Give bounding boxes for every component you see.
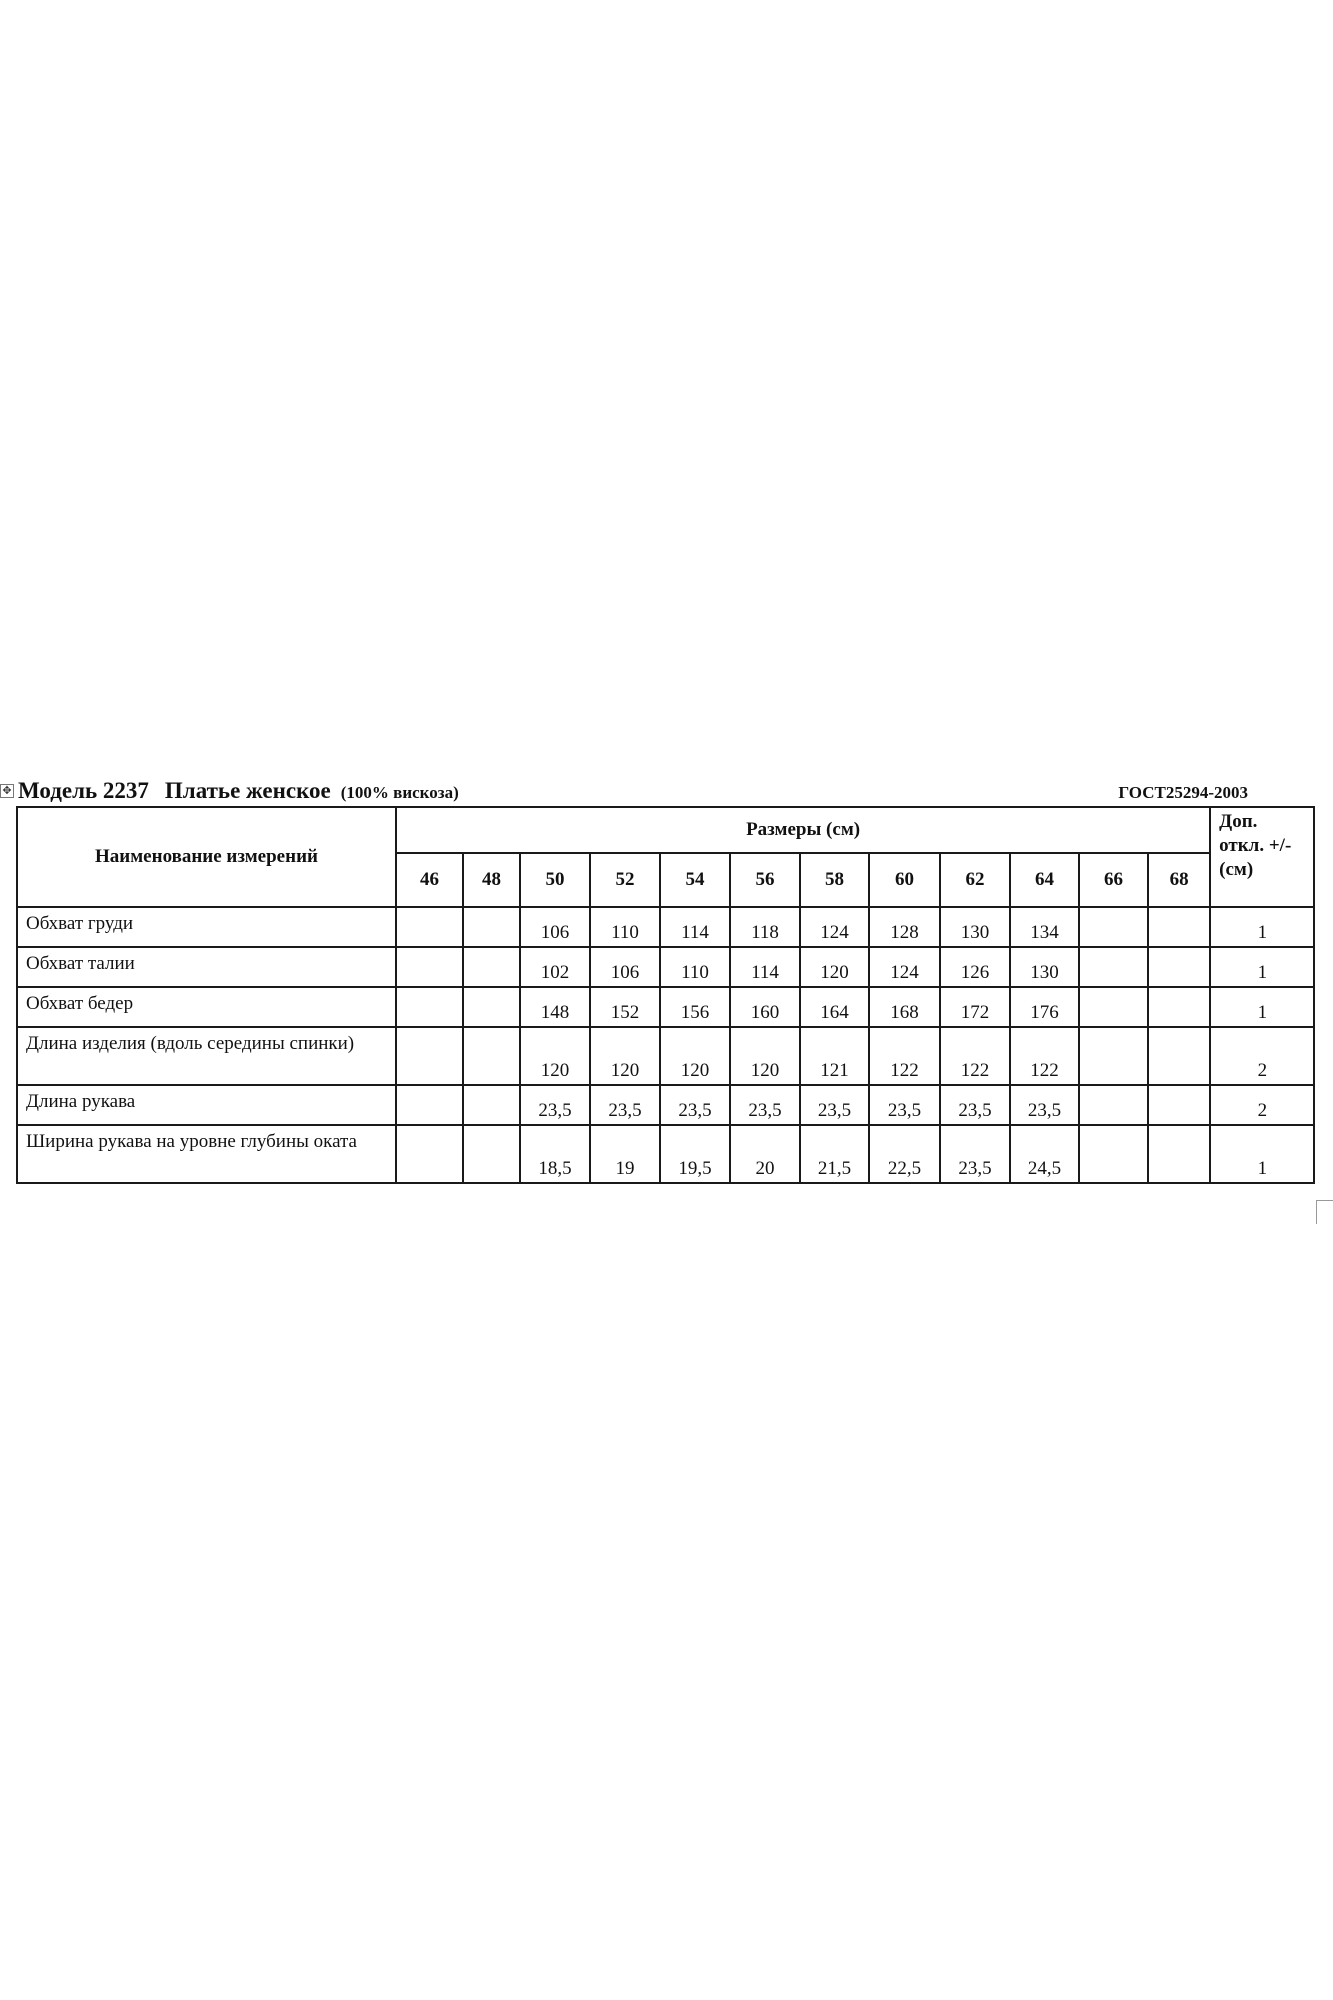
measurement-value	[1148, 1125, 1210, 1183]
measurement-value: 122	[1010, 1027, 1079, 1085]
measurement-value: 130	[1010, 947, 1079, 987]
size-header-cell: 46	[396, 853, 463, 907]
measurement-value: 106	[520, 907, 590, 947]
measurement-value: 148	[520, 987, 590, 1027]
measurement-value: 110	[590, 907, 660, 947]
measurement-value	[396, 947, 463, 987]
document-title	[18, 778, 1248, 808]
measurement-value	[396, 1125, 463, 1183]
size-header-cell: 48	[463, 853, 520, 907]
measurement-value: 106	[590, 947, 660, 987]
measurement-value	[396, 987, 463, 1027]
measurement-value: 172	[940, 987, 1010, 1027]
measurement-value: 121	[800, 1027, 869, 1085]
sizes-header: Размеры (см)	[396, 807, 1210, 853]
measurement-value: 19,5	[660, 1125, 730, 1183]
measurement-value: 160	[730, 987, 800, 1027]
deviation-value: 1	[1210, 987, 1314, 1027]
measurement-value: 22,5	[869, 1125, 940, 1183]
measurement-value: 124	[869, 947, 940, 987]
deviation-value: 1	[1210, 907, 1314, 947]
measurement-value: 120	[660, 1027, 730, 1085]
size-header-cell: 58	[800, 853, 869, 907]
measurement-value	[463, 1027, 520, 1085]
measurement-value: 134	[1010, 907, 1079, 947]
measurement-value: 18,5	[520, 1125, 590, 1183]
measurement-value: 122	[869, 1027, 940, 1085]
table-resize-handle[interactable]	[1316, 1200, 1333, 1224]
measurement-value: 23,5	[660, 1085, 730, 1125]
deviation-value: 2	[1210, 1085, 1314, 1125]
measurement-value: 20	[730, 1125, 800, 1183]
table-header-row	[17, 807, 1314, 853]
measurement-value: 23,5	[590, 1085, 660, 1125]
deviation-header-line: откл. +/-	[1219, 835, 1292, 856]
measurement-value: 120	[800, 947, 869, 987]
table-row	[17, 907, 1314, 947]
measurement-value: 126	[940, 947, 1010, 987]
measurement-value	[1079, 987, 1148, 1027]
measurement-value: 122	[940, 1027, 1010, 1085]
measurement-value	[1148, 907, 1210, 947]
fabric-composition: (100% вискоза)	[340, 783, 459, 802]
size-header-cell: 62	[940, 853, 1010, 907]
measurement-value: 114	[660, 907, 730, 947]
measurement-value	[396, 907, 463, 947]
size-table	[16, 806, 1315, 1184]
measurement-value: 120	[520, 1027, 590, 1085]
measurement-value: 102	[520, 947, 590, 987]
measurement-label: Длина изделия (вдоль середины спинки)	[17, 1027, 396, 1085]
measurement-value: 23,5	[730, 1085, 800, 1125]
measurement-value: 19	[590, 1125, 660, 1183]
size-header-cell: 68	[1148, 853, 1210, 907]
measurement-value	[1148, 1027, 1210, 1085]
measurement-value: 118	[730, 907, 800, 947]
measurement-value	[463, 947, 520, 987]
size-header-cell: 66	[1079, 853, 1148, 907]
measurement-value	[1079, 1027, 1148, 1085]
measurement-value: 23,5	[1010, 1085, 1079, 1125]
measurement-value: 23,5	[800, 1085, 869, 1125]
standard-code: ГОСТ25294-2003	[1118, 783, 1248, 802]
measurement-value	[1079, 1085, 1148, 1125]
measurement-value: 130	[940, 907, 1010, 947]
deviation-header-line: (см)	[1219, 859, 1254, 880]
measurement-value: 176	[1010, 987, 1079, 1027]
measurement-value	[1148, 1085, 1210, 1125]
measurement-value	[463, 987, 520, 1027]
measurement-label: Обхват груди	[17, 907, 396, 947]
measurement-value	[1079, 907, 1148, 947]
measurement-value	[1148, 987, 1210, 1027]
measurement-value: 120	[730, 1027, 800, 1085]
measurement-value: 23,5	[940, 1085, 1010, 1125]
measurement-value: 152	[590, 987, 660, 1027]
measurement-value: 23,5	[940, 1125, 1010, 1183]
table-row	[17, 987, 1314, 1027]
deviation-value: 1	[1210, 1125, 1314, 1183]
measurement-label: Обхват бедер	[17, 987, 396, 1027]
size-header-cell: 64	[1010, 853, 1079, 907]
measurement-value	[396, 1027, 463, 1085]
measurement-value: 120	[590, 1027, 660, 1085]
measurement-value: 110	[660, 947, 730, 987]
size-header-cell: 52	[590, 853, 660, 907]
table-row	[17, 1027, 1314, 1085]
size-header-cell: 56	[730, 853, 800, 907]
measurement-value	[463, 907, 520, 947]
product-name: Платье женское	[164, 778, 331, 803]
deviation-value: 1	[1210, 947, 1314, 987]
measurement-value: 156	[660, 987, 730, 1027]
measurement-value	[396, 1085, 463, 1125]
measurement-value	[463, 1125, 520, 1183]
measurement-label: Обхват талии	[17, 947, 396, 987]
measurement-label: Длина рукава	[17, 1085, 396, 1125]
size-header-cell: 50	[520, 853, 590, 907]
measurement-value: 24,5	[1010, 1125, 1079, 1183]
deviation-header-line: Доп.	[1219, 811, 1258, 832]
model-number: Модель 2237	[18, 778, 149, 803]
measurement-value: 21,5	[800, 1125, 869, 1183]
deviation-header	[1210, 807, 1314, 907]
deviation-value: 2	[1210, 1027, 1314, 1085]
measurement-value: 164	[800, 987, 869, 1027]
measurement-value	[1079, 947, 1148, 987]
measurement-value: 124	[800, 907, 869, 947]
measurement-value: 114	[730, 947, 800, 987]
table-row	[17, 1125, 1314, 1183]
measurement-value: 168	[869, 987, 940, 1027]
size-header-cell: 54	[660, 853, 730, 907]
measurement-value	[1079, 1125, 1148, 1183]
measurement-label: Ширина рукава на уровне глубины оката	[17, 1125, 396, 1183]
measurement-value: 23,5	[520, 1085, 590, 1125]
table-move-handle-icon[interactable]: ✥	[0, 784, 14, 798]
table-row	[17, 947, 1314, 987]
measurement-value	[463, 1085, 520, 1125]
measurement-value	[1148, 947, 1210, 987]
measurement-value: 23,5	[869, 1085, 940, 1125]
measurement-value: 128	[869, 907, 940, 947]
table-row	[17, 1085, 1314, 1125]
size-header-cell: 60	[869, 853, 940, 907]
measurement-name-header: Наименование измерений	[17, 807, 396, 907]
